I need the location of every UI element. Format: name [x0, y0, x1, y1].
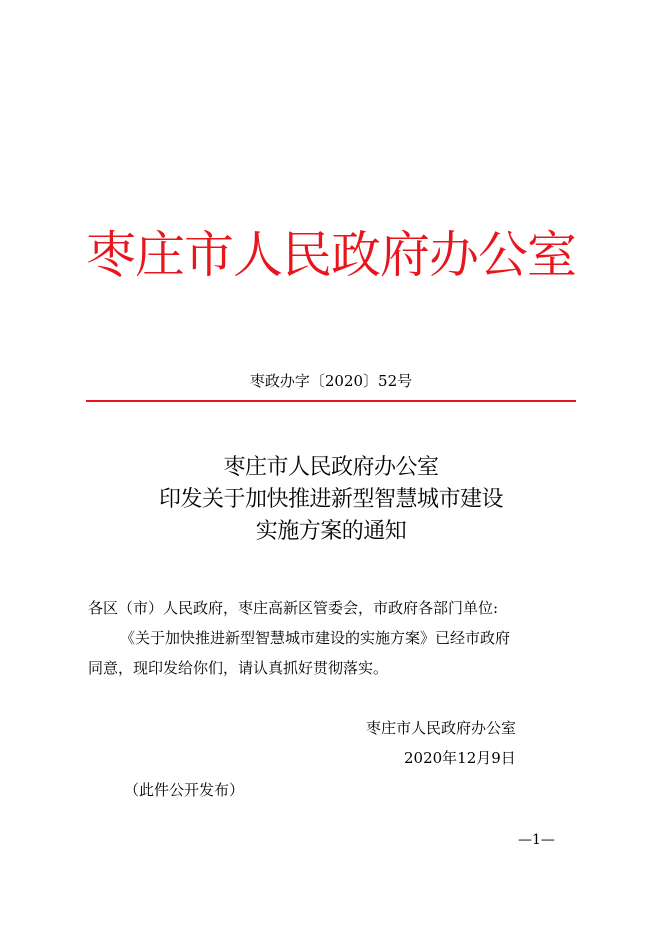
issue-date: 2020年12月9日 [404, 749, 516, 767]
page-number: —1— [518, 832, 555, 848]
publication-note: （此件公开发布） [124, 781, 245, 799]
body-paragraph-line-1: 《关于加快推进新型智慧城市建设的实施方案》已经市政府 [120, 629, 511, 647]
title-line-3: 实施方案的通知 [255, 519, 407, 544]
body-paragraph-line-2: 同意，现印发给你们，请认真抓好贯彻落实。 [88, 659, 389, 677]
document-number: 枣政办字〔2020〕52号 [249, 372, 413, 390]
document-title [0, 452, 662, 548]
title-line-1: 枣庄市人民政府办公室 [223, 455, 439, 480]
issuer-masthead: 枣庄市人民政府办公室 [86, 226, 576, 284]
title-line-2: 印发关于加快推进新型智慧城市建设 [158, 487, 503, 512]
salutation: 各区（市）人民政府，枣庄高新区管委会，市政府各部门单位: [88, 599, 499, 617]
red-separator-line [86, 400, 576, 402]
signing-authority: 枣庄市人民政府办公室 [366, 719, 517, 737]
